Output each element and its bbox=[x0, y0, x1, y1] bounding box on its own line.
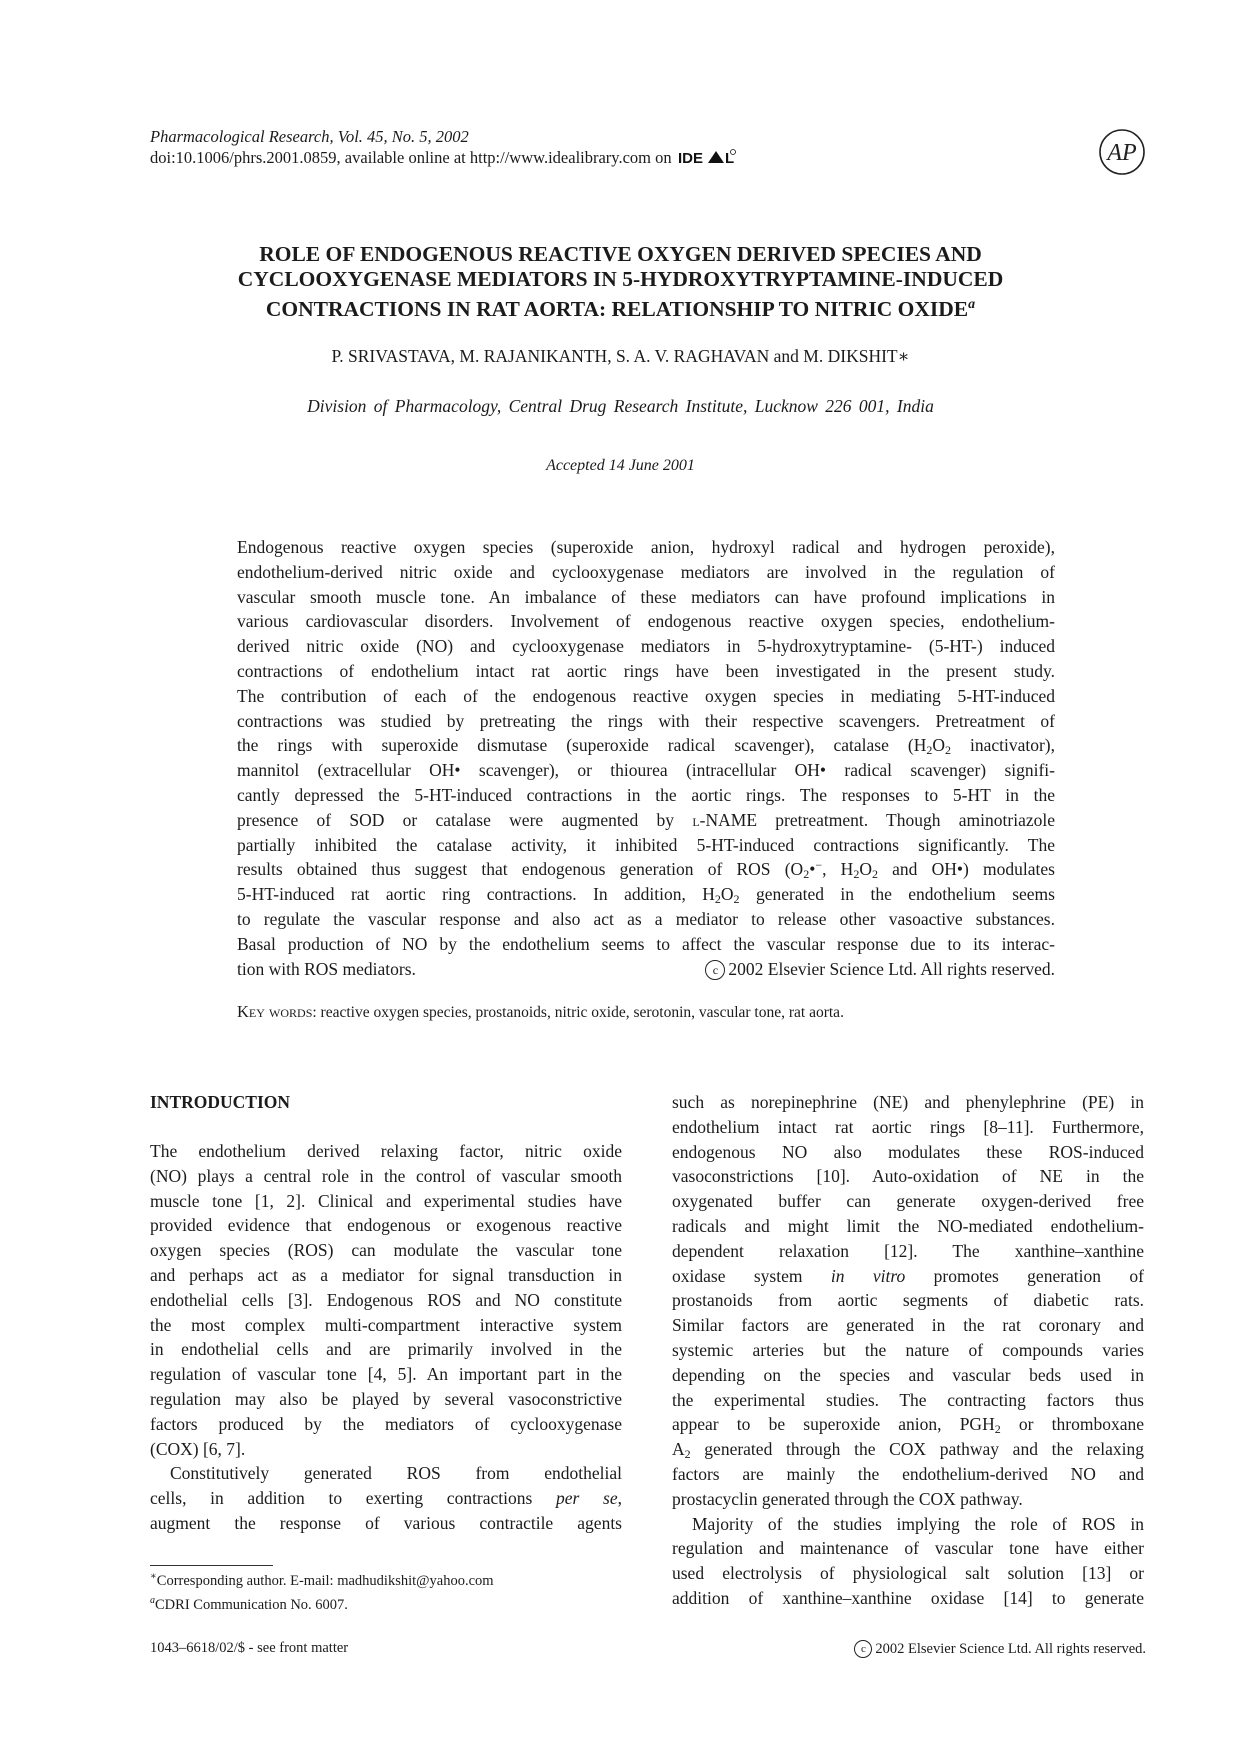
doi-line bbox=[150, 147, 736, 171]
text-line: vasoconstrictions [10]. Auto-oxidation of NE in the bbox=[672, 1166, 1144, 1187]
text-line: regulation and maintenance of vascular tone have either bbox=[672, 1538, 1144, 1559]
text-line: endogenous NO also modulates these ROS-induced bbox=[672, 1141, 1144, 1162]
abstract-line: The contribution of each of the endogenous reactive oxygen species in mediating 5-HT-induced bbox=[237, 685, 1055, 706]
abstract-line: partially inhibited the catalase activity, it inhibited 5-HT-induced contractions significantly. The bbox=[237, 834, 1055, 855]
abstract-line: results obtained thus suggest that endogenous generation of ROS ($O_2•^-$, $H_2O_2$ and OH•) modulates bbox=[237, 858, 1055, 882]
section-heading-introduction: INTRODUCTION bbox=[150, 1092, 291, 1112]
affiliation: Division of Pharmacology, Central Drug Research Institute, Lucknow 226 001, India bbox=[307, 396, 934, 416]
title-line-3: CONTRACTIONS IN RAT AORTA: RELATIONSHIP TO NITRIC OXIDE$^a$ bbox=[265, 297, 976, 322]
svg-text:L: L bbox=[724, 150, 734, 166]
text-line: (NO) plays a central role in the control of vascular smooth bbox=[150, 1165, 622, 1186]
abstract-line: Basal production of NO by the endothelium seems to affect the vascular response due to its interac- bbox=[237, 933, 1055, 954]
text-line: the most complex multi-compartment interactive system bbox=[150, 1314, 622, 1335]
author-list: P. SRIVASTAVA, M. RAJANIKANTH, S. A. V. RAGHAVAN and M. DIKSHIT∗ bbox=[331, 346, 910, 366]
abstract-line: contractions was studied by pretreating the rings with their respective scavengers. Pretreatment of bbox=[237, 710, 1055, 731]
title-line-1: ROLE OF ENDOGENOUS REACTIVE OXYGEN DERIVED SPECIES AND bbox=[259, 242, 982, 266]
copyright-icon: c bbox=[854, 1640, 872, 1658]
abstract-line: vascular smooth muscle tone. An imbalance of these mediators can have profound implications in bbox=[237, 586, 1055, 607]
text-line: oxygen species (ROS) can modulate the vascular tone bbox=[150, 1240, 622, 1261]
abstract-line: the rings with superoxide dismutase (superoxide radical scavenger), catalase ($H_2O_2$ inactivator), bbox=[237, 735, 1055, 758]
text-line: oxidase system in vitro promotes generation of bbox=[672, 1265, 1144, 1286]
abstract-line: endothelium-derived nitric oxide and cyclooxygenase mediators are involved in the regulation of bbox=[237, 561, 1055, 582]
abstract bbox=[237, 535, 1055, 981]
abstract-line: derived nitric oxide (NO) and cyclooxygenase mediators in 5-hydroxytryptamine- (5-HT-) induced bbox=[237, 636, 1055, 657]
abstract-line: contractions of endothelium intact rat aortic rings have been investigated in the present study. bbox=[237, 660, 1055, 681]
text-line: factors produced by the mediators of cyclooxygenase bbox=[150, 1413, 622, 1434]
text-line: in endothelial cells and are primarily involved in the bbox=[150, 1339, 622, 1360]
footer-copyright: c 2002 Elsevier Science Ltd. All rights reserved. bbox=[854, 1640, 1146, 1658]
journal-header bbox=[150, 126, 736, 171]
text-line: dependent relaxation [12]. The xanthine–xanthine bbox=[672, 1240, 1144, 1261]
text-line: provided evidence that endogenous or exogenous reactive bbox=[150, 1215, 622, 1236]
text-line: systemic arteries but the nature of compounds varies bbox=[672, 1339, 1144, 1360]
accepted-date: Accepted 14 June 2001 bbox=[546, 457, 695, 474]
publisher-logo-text: AP bbox=[1107, 140, 1137, 166]
text-line: used electrolysis of physiological salt solution [13] or bbox=[672, 1563, 1144, 1584]
text-line: addition of xanthine–xanthine oxidase [14] to generate bbox=[672, 1587, 1144, 1608]
text-line: oxygenated buffer can generate oxygen-derived free bbox=[672, 1191, 1144, 1212]
text-line: Similar factors are generated in the rat coronary and bbox=[672, 1315, 1144, 1336]
keywords bbox=[237, 1002, 1067, 1022]
text-line: augment the response of various contractile agents bbox=[150, 1512, 622, 1533]
text-line: and perhaps act as a mediator for signal transduction in bbox=[150, 1264, 622, 1285]
text-line: (COX) [6, 7]. bbox=[150, 1438, 246, 1459]
abstract-line: mannitol (extracellular OH• scavenger), or thiourea (intracellular OH• radical scavenger) signifi- bbox=[237, 760, 1055, 781]
publisher-logo-icon bbox=[1098, 128, 1146, 176]
corresponding-author-note: ∗Corresponding author. E-mail: madhudikshit@yahoo.com bbox=[150, 1571, 494, 1589]
text-line: prostacyclin generated through the COX pathway. bbox=[672, 1488, 1023, 1509]
keywords-label: Key words bbox=[237, 1002, 313, 1021]
text-line: regulation may also be played by several vasoconstrictive bbox=[150, 1388, 622, 1409]
text-line: endothelial cells [3]. Endogenous ROS and NO constitute bbox=[150, 1289, 622, 1310]
cdri-note: $^a$CDRI Communication No. 6007. bbox=[150, 1594, 348, 1613]
ideal-logo-icon bbox=[678, 148, 736, 171]
text-line: the experimental studies. The contracting factors thus bbox=[672, 1389, 1144, 1410]
abstract-line: Endogenous reactive oxygen species (superoxide anion, hydroxyl radical and hydrogen peroxide), bbox=[237, 537, 1055, 557]
text-line: Majority of the studies implying the role of ROS in bbox=[692, 1513, 1144, 1534]
text-line: radicals and might limit the NO-mediated endothelium- bbox=[672, 1215, 1144, 1236]
text-line: $A_2$ generated through the COX pathway and the relaxing bbox=[672, 1439, 1144, 1462]
title-footnote-mark: a bbox=[968, 297, 976, 312]
title-line-2: CYCLOOXYGENASE MEDIATORS IN 5-HYDROXYTRYPTAMINE-INDUCED bbox=[237, 267, 1004, 291]
text-line: depending on the species and vascular beds used in bbox=[672, 1364, 1144, 1385]
svg-text:IDE: IDE bbox=[677, 150, 703, 166]
text-line: endothelium intact rat aortic rings [8–11]. Furthermore, bbox=[672, 1116, 1144, 1137]
abstract-line: cantly depressed the 5-HT-induced contractions in the aortic rings. The responses to 5-HT in the bbox=[237, 784, 1055, 805]
abstract-copyright: c 2002 Elsevier Science Ltd. All rights reserved. bbox=[705, 957, 1055, 982]
abstract-line: presence of SOD or catalase were augmented by l-NAME pretreatment. Though aminotriazole bbox=[237, 809, 1055, 830]
paper-title bbox=[150, 242, 1091, 322]
corresponding-mark: ∗ bbox=[897, 346, 910, 366]
text-line: Constitutively generated ROS from endothelial bbox=[170, 1463, 622, 1484]
doi-text: doi:10.1006/phrs.2001.0859, available online at http://www.idealibrary.com on bbox=[150, 148, 672, 167]
text-line: cells, in addition to exerting contractions per se, bbox=[150, 1488, 623, 1509]
text-line: such as norepinephrine (NE) and phenylephrine (PE) in bbox=[672, 1092, 1144, 1112]
abstract-line: to regulate the vascular response and also act as a mediator to release other vasoactive substances. bbox=[237, 908, 1055, 929]
keywords-text: : reactive oxygen species, prostanoids, nitric oxide, serotonin, vascular tone, rat aorta. bbox=[312, 1004, 844, 1021]
abstract-line: 5-HT-induced rat aortic ring contractions. In addition, $H_2O_2$ generated in the endothelium seems bbox=[237, 884, 1055, 907]
text-line: prostanoids from aortic segments of diabetic rats. bbox=[672, 1290, 1144, 1311]
left-column bbox=[150, 1090, 622, 1536]
right-column bbox=[672, 1090, 1144, 1611]
footnote-divider bbox=[150, 1565, 273, 1566]
text-line: The endothelium derived relaxing factor, nitric oxide bbox=[150, 1141, 622, 1161]
text-line: regulation of vascular tone [4, 5]. An important part in the bbox=[150, 1364, 622, 1385]
text-line: muscle tone [1, 2]. Clinical and experimental studies have bbox=[150, 1190, 622, 1211]
footnotes bbox=[150, 1567, 494, 1615]
copyright-icon: c bbox=[705, 960, 725, 980]
text-line: factors are mainly the endothelium-derived NO and bbox=[672, 1463, 1144, 1484]
abstract-line: various cardiovascular disorders. Involvement of endogenous reactive oxygen species, endothelium- bbox=[237, 611, 1055, 632]
text-line: appear to be superoxide anion, $PGH_2$ or thromboxane bbox=[672, 1414, 1144, 1437]
journal-citation: Pharmacological Research, Vol. 45, No. 5, 2002 bbox=[150, 127, 469, 146]
abstract-last-line: tion with ROS mediators. c 2002 Elsevier Science Ltd. All rights reserved. bbox=[237, 957, 1055, 982]
footer-issn: 1043–6618/02/$ - see front matter bbox=[150, 1640, 349, 1656]
